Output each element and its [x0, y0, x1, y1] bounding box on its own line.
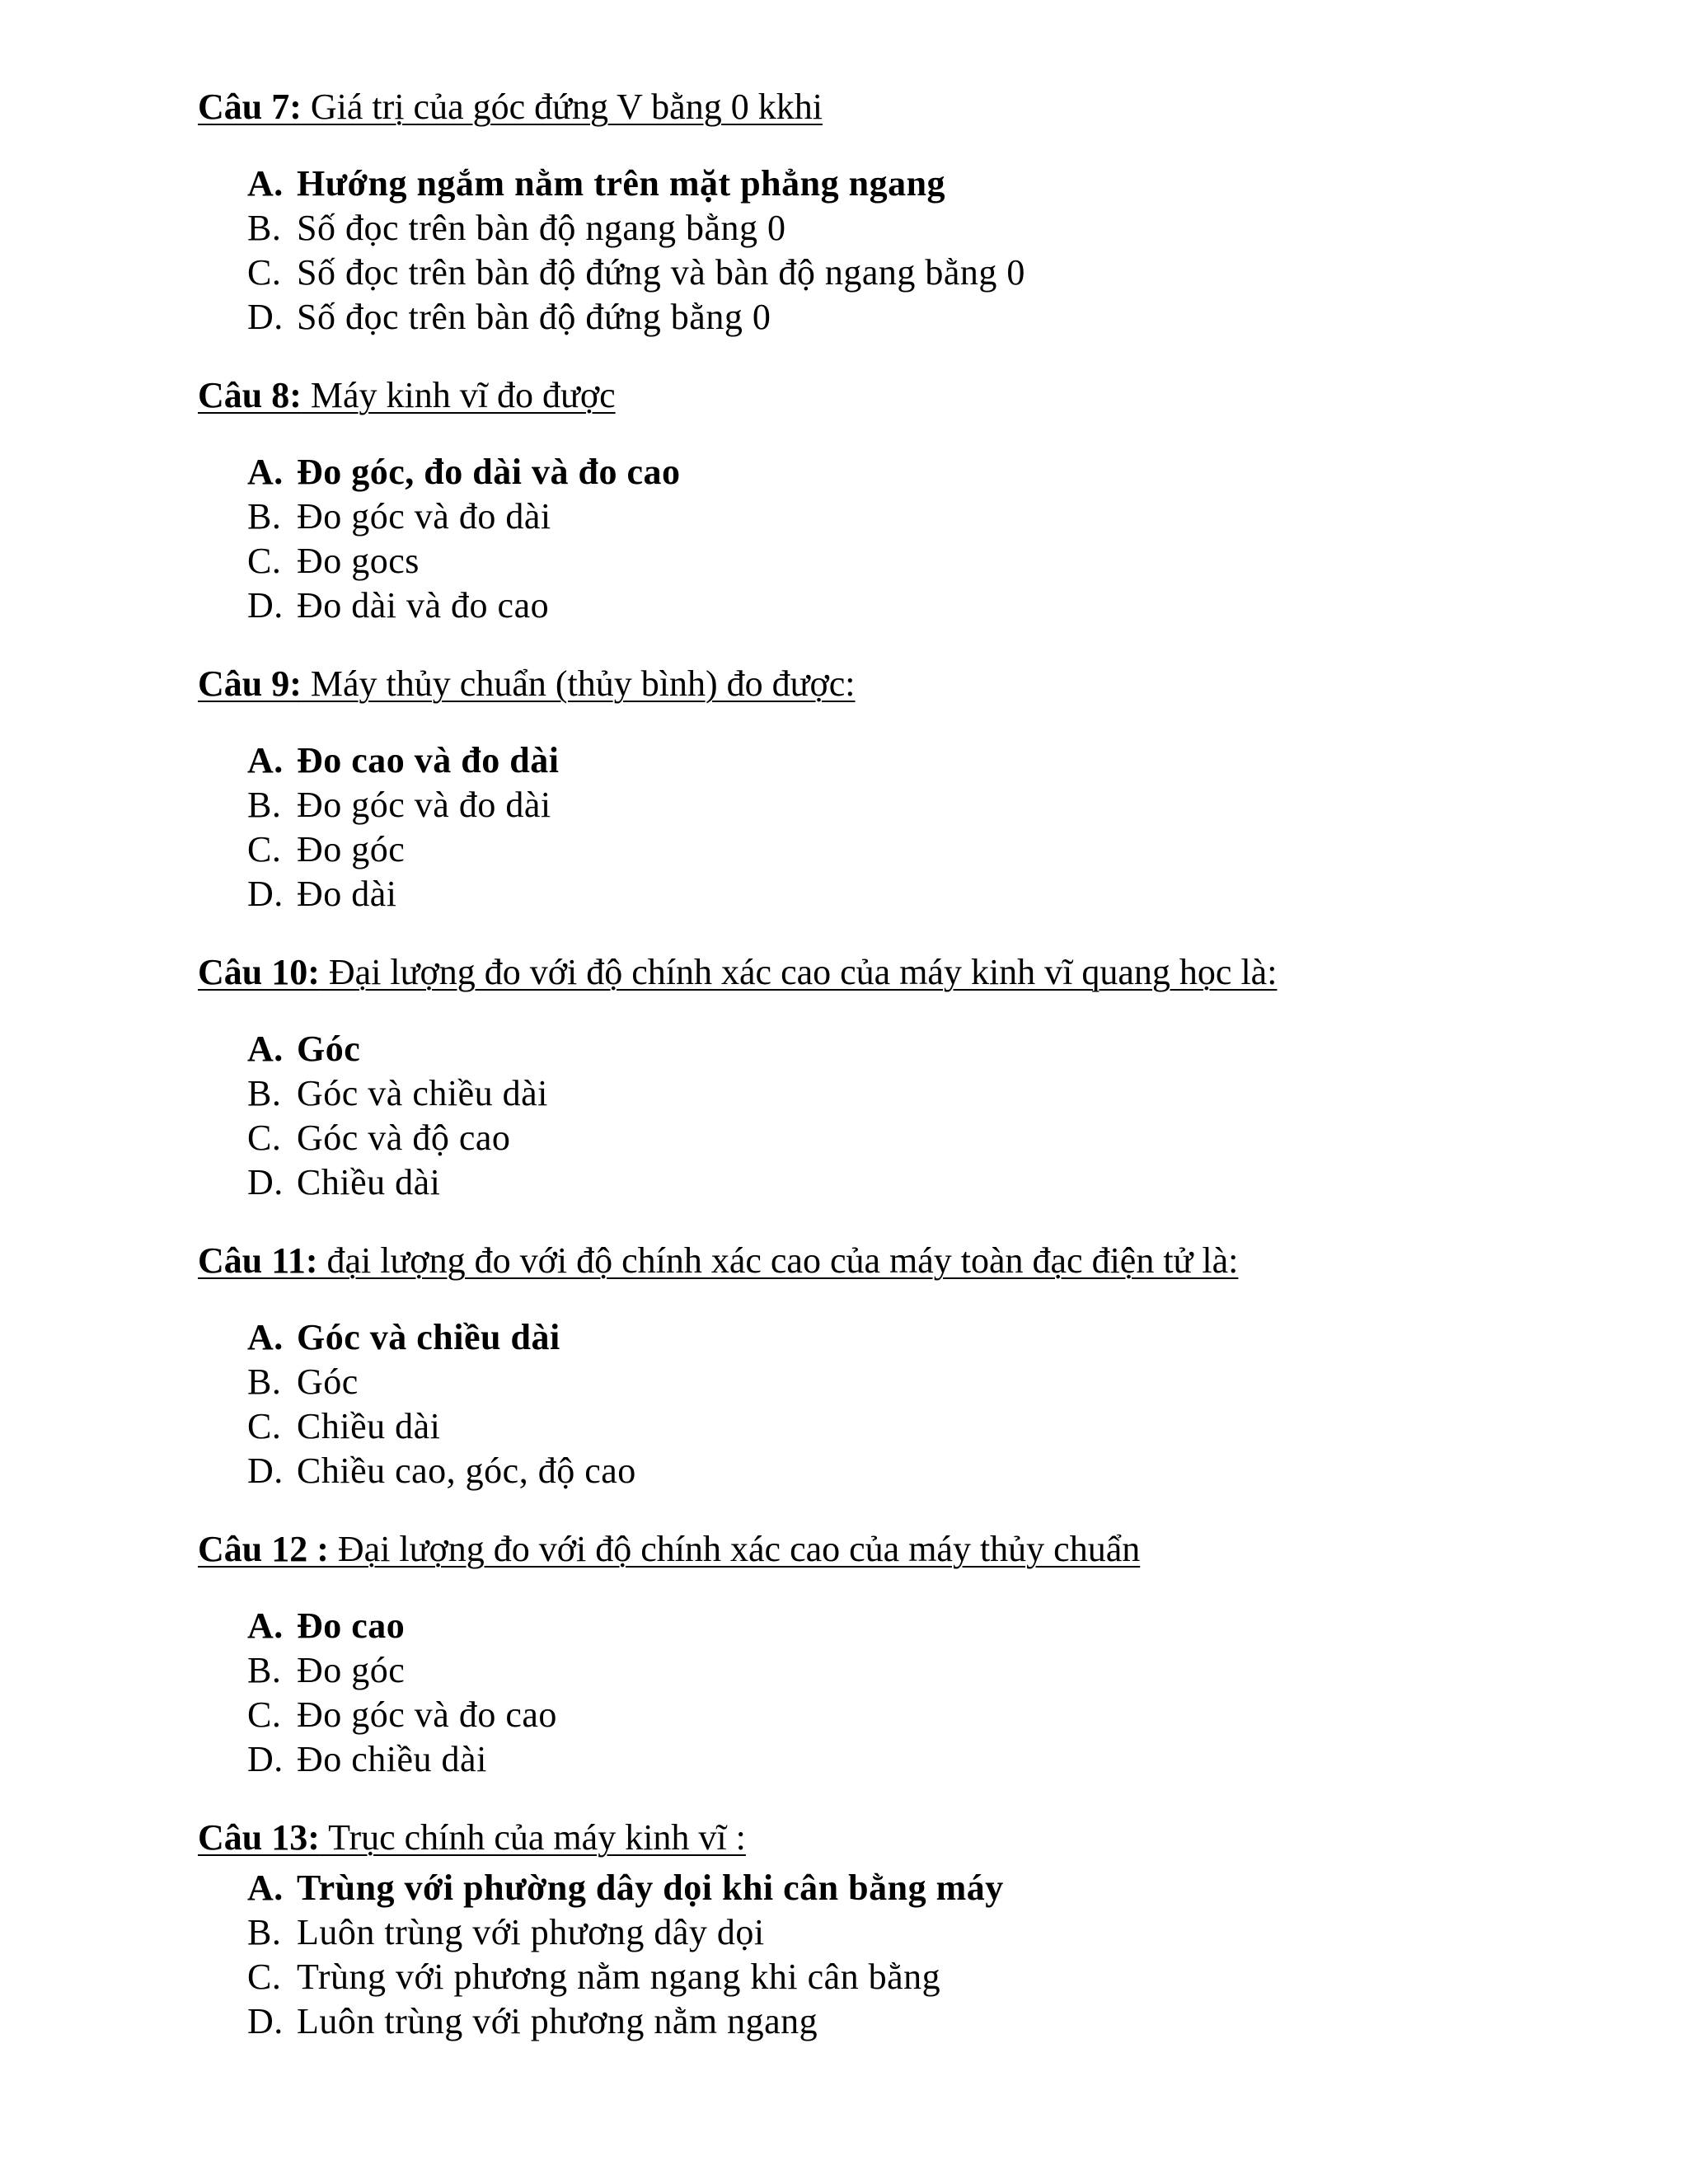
- option-letter: A.: [247, 1029, 284, 1069]
- option-text: Góc và chiều dài: [297, 1073, 548, 1113]
- question-7: [198, 84, 1599, 340]
- question-title: [198, 1815, 1599, 1861]
- option-text: Đo góc và đo dài: [297, 785, 551, 825]
- option-letter: B.: [247, 785, 282, 825]
- option-c: [247, 251, 1599, 295]
- question-label: Câu 13:: [198, 1817, 320, 1858]
- option-list: [247, 1315, 1599, 1493]
- question-title: [198, 661, 1599, 707]
- option-d: [247, 1737, 1599, 1782]
- question-text: Giá trị của góc đứng V bằng 0 kkhi: [301, 87, 823, 127]
- option-letter: D.: [247, 1451, 284, 1491]
- option-letter: D.: [247, 1162, 284, 1202]
- option-letter: C.: [247, 1118, 282, 1158]
- question-label: Câu 11:: [198, 1240, 318, 1281]
- option-text: Góc: [297, 1029, 361, 1069]
- question-text: đại lượng đo với độ chính xác cao của máy toàn đạc điện tử là:: [317, 1240, 1239, 1281]
- option-list: [247, 1027, 1599, 1205]
- option-a: [247, 1027, 1599, 1071]
- option-letter: B.: [247, 1361, 282, 1402]
- question-label: Câu 8:: [198, 375, 302, 415]
- question-text: Đại lượng đo với độ chính xác cao của máy kinh vĩ quang học là:: [319, 952, 1278, 992]
- option-a: [247, 1866, 1599, 1910]
- option-c: [247, 1116, 1599, 1160]
- option-text: Luôn trùng với phương dây dọi: [297, 1912, 765, 1952]
- option-letter: C.: [247, 252, 282, 293]
- option-letter: C.: [247, 829, 282, 869]
- option-a: [247, 738, 1599, 783]
- option-letter: C.: [247, 1957, 282, 1997]
- option-text: Trùng với phường dây dọi khi cân bằng máy: [297, 1868, 1004, 1908]
- option-text: Đo góc: [297, 1650, 406, 1690]
- option-a: [247, 162, 1599, 206]
- question-text: Máy kinh vĩ đo được: [301, 375, 616, 415]
- option-b: [247, 783, 1599, 827]
- option-letter: B.: [247, 1650, 282, 1690]
- question-label: Câu 7:: [198, 87, 302, 127]
- option-list: [247, 450, 1599, 628]
- option-letter: B.: [247, 208, 282, 248]
- option-d: [247, 583, 1599, 628]
- option-text: Đo góc và đo dài: [297, 496, 551, 537]
- option-text: Luôn trùng với phương nằm ngang: [297, 2001, 818, 2041]
- option-d: [247, 295, 1599, 340]
- option-letter: C.: [247, 1406, 282, 1446]
- question-9: [198, 661, 1599, 916]
- option-d: [247, 872, 1599, 916]
- option-b: [247, 494, 1599, 539]
- option-text: Chiều dài: [297, 1406, 441, 1446]
- option-c: [247, 1404, 1599, 1449]
- option-letter: D.: [247, 874, 284, 914]
- option-letter: A.: [247, 163, 284, 204]
- question-label: Câu 12 :: [198, 1529, 329, 1569]
- option-letter: C.: [247, 541, 282, 581]
- option-letter: A.: [247, 452, 284, 492]
- option-b: [247, 206, 1599, 251]
- option-text: Đo góc: [297, 829, 406, 869]
- option-letter: D.: [247, 2001, 284, 2041]
- option-text: Đo dài và đo cao: [297, 585, 550, 626]
- option-d: [247, 1999, 1599, 2044]
- option-letter: A.: [247, 1317, 284, 1357]
- option-a: [247, 1315, 1599, 1360]
- option-a: [247, 450, 1599, 494]
- option-text: Góc và độ cao: [297, 1118, 511, 1158]
- option-list: [247, 1604, 1599, 1782]
- option-b: [247, 1071, 1599, 1116]
- option-d: [247, 1160, 1599, 1205]
- option-letter: A.: [247, 1605, 284, 1646]
- option-letter: D.: [247, 1739, 284, 1779]
- option-text: Đo gocs: [297, 541, 420, 581]
- question-title: [198, 1526, 1599, 1572]
- question-title: [198, 84, 1599, 130]
- option-a: [247, 1604, 1599, 1648]
- option-c: [247, 827, 1599, 872]
- option-text: Hướng ngắm nằm trên mặt phẳng ngang: [297, 163, 946, 204]
- option-letter: A.: [247, 1868, 284, 1908]
- option-text: Đo cao và đo dài: [297, 740, 560, 780]
- option-text: Góc và chiều dài: [297, 1317, 560, 1357]
- question-13: [198, 1815, 1599, 2044]
- option-c: [247, 1693, 1599, 1737]
- option-text: Góc: [297, 1361, 359, 1402]
- option-text: Đo góc và đo cao: [297, 1694, 557, 1735]
- option-b: [247, 1648, 1599, 1693]
- option-b: [247, 1910, 1599, 1955]
- option-text: Trùng với phương nằm ngang khi cân bằng: [297, 1957, 941, 1997]
- option-letter: D.: [247, 297, 284, 337]
- option-letter: B.: [247, 1912, 282, 1952]
- question-12: [198, 1526, 1599, 1782]
- option-c: [247, 1955, 1599, 1999]
- option-letter: A.: [247, 740, 284, 780]
- question-text: Trục chính của máy kinh vĩ :: [319, 1817, 746, 1858]
- question-title: [198, 1238, 1599, 1284]
- question-8: [198, 373, 1599, 628]
- option-d: [247, 1449, 1599, 1493]
- question-10: [198, 949, 1599, 1205]
- option-letter: B.: [247, 1073, 282, 1113]
- option-list: [247, 738, 1599, 916]
- option-text: Số đọc trên bàn độ đứng bằng 0: [297, 297, 771, 337]
- question-title: [198, 373, 1599, 419]
- option-text: Chiều dài: [297, 1162, 441, 1202]
- option-text: Đo góc, đo dài và đo cao: [297, 452, 681, 492]
- option-letter: C.: [247, 1694, 282, 1735]
- question-11: [198, 1238, 1599, 1493]
- option-list: [247, 162, 1599, 340]
- question-text: Đại lượng đo với độ chính xác cao của máy thủy chuẩn: [328, 1529, 1141, 1569]
- option-text: Đo cao: [297, 1605, 406, 1646]
- option-text: Số đọc trên bàn độ ngang bằng 0: [297, 208, 786, 248]
- question-title: [198, 949, 1599, 996]
- option-letter: B.: [247, 496, 282, 537]
- option-list: [247, 1866, 1599, 2044]
- question-label: Câu 9:: [198, 663, 302, 704]
- option-b: [247, 1360, 1599, 1404]
- option-text: Số đọc trên bàn độ đứng và bàn độ ngang bằng 0: [297, 252, 1025, 293]
- option-letter: D.: [247, 585, 284, 626]
- option-text: Đo chiều dài: [297, 1739, 487, 1779]
- question-label: Câu 10:: [198, 952, 320, 992]
- option-text: Chiều cao, góc, độ cao: [297, 1451, 636, 1491]
- question-text: Máy thủy chuẩn (thủy bình) đo được:: [301, 663, 856, 704]
- option-c: [247, 539, 1599, 583]
- option-text: Đo dài: [297, 874, 397, 914]
